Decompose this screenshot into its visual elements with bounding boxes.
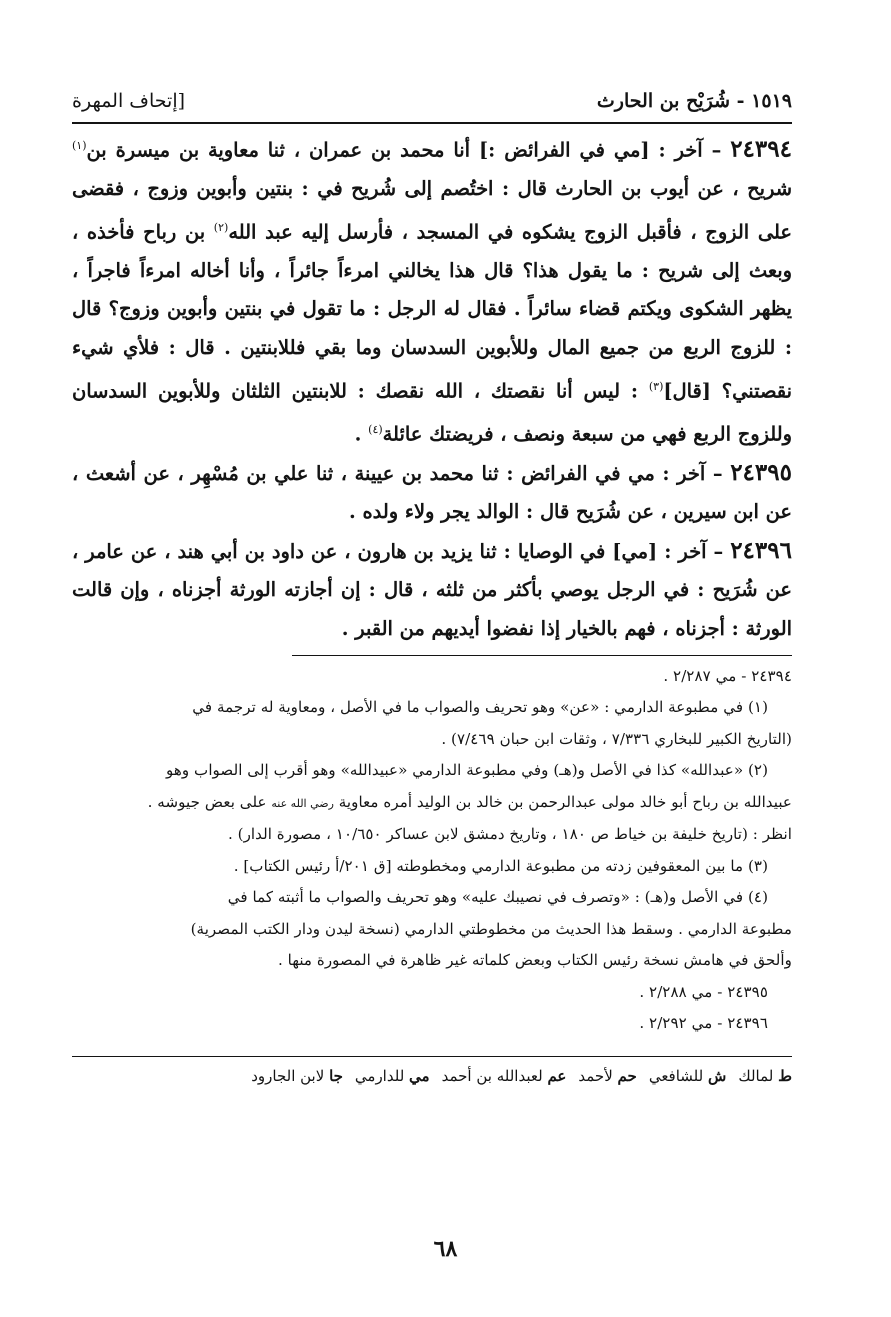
footnote-4-cont: مطبوعة الدارمي . وسقط هذا الحديث من مخطوطتي الدارمي (نسخة ليدن ودار الكتب المصرية) bbox=[190, 919, 792, 938]
page bbox=[72, 78, 792, 1085]
abbreviation-legend bbox=[72, 1067, 792, 1085]
footnote-ref: (٤) bbox=[368, 422, 383, 436]
text-line: فهي من سبعة ونصف ، فريضتك عائلة bbox=[382, 422, 687, 446]
source-note: ٢٤٣٩٥ - مي ٢/٢٨٨ . bbox=[639, 982, 768, 1001]
book-title: [إتحاف المهرة bbox=[72, 90, 186, 112]
footnote-ref: (٢) bbox=[213, 220, 229, 234]
hadith-entry bbox=[72, 454, 792, 532]
hadith-number: ٢٤٣٩٥ bbox=[730, 458, 792, 486]
legend-item: ط لمالك bbox=[738, 1066, 792, 1085]
honorific-symbol: رضي الله عنه bbox=[271, 796, 334, 810]
text-line: – آخر : مي في الفرائض : ثنا محمد بن عيينة ، ثنا علي بن مُسْهِر ، bbox=[177, 461, 723, 485]
text-line: وأبوين وزوج ، فقضى على الزوج ، فأقبل الزوج يشكوه في المسجد ، فأرسل إليه bbox=[72, 177, 792, 244]
footnote-ref: (٣) bbox=[648, 379, 664, 393]
text-line: – آخر : [مي في الفرائض :] أنا محمد بن عمران ، ثنا معاوية بن bbox=[178, 138, 722, 162]
source-note: ٢٤٣٩٤ - مي ٢/٢٨٧ . bbox=[663, 666, 792, 685]
text-line: هند ، عن عامر ، عن شُرَيح : في الرجل يوصي بأكثر من ثلثه ، قال : إن أجازته bbox=[72, 539, 792, 602]
legend-item: جا لابن الجارود bbox=[251, 1066, 343, 1085]
text-line: عن أشعث ، عن ابن سيرين ، عن شُرَيح قال : الوالد يجر ولاء ولده . bbox=[72, 461, 792, 524]
footnote-4-cont: وألحق في هامش نسخة رئيس الكتاب وبعض كلماته غير ظاهرة في المصورة منها . bbox=[278, 951, 792, 970]
footnotes bbox=[72, 661, 792, 1040]
text-line: على بعض جيوشه . bbox=[147, 792, 272, 811]
chapter-title: ١٥١٩ - شُرَيْح بن الحارث bbox=[596, 90, 792, 112]
hadith-number: ٢٤٣٩٦ bbox=[730, 536, 792, 564]
text-line: ليس أنا نقصتك ، الله نقصك : للابنتين الثلثان وللأبوين السدسان وللزوج الربع bbox=[72, 378, 792, 446]
text-line: بن رباح فأخذه ، وبعث إلى شريح : ما يقول هذا؟ قال هذا يخالني bbox=[72, 220, 792, 282]
footnote-ref: (١) bbox=[72, 139, 87, 152]
footnote-3: (٣) ما بين المعقوفين زدته من مطبوعة الدارمي ومخطوطته [ق ٢٠١/أ رئيس الكتاب] . bbox=[233, 856, 768, 875]
footnote-1: (١) في مطبوعة الدارمي : «عن» وهو تحريف والصواب ما في الأصل ، ومعاوية له ترجمة في bbox=[192, 698, 768, 717]
footnote-2: (٢) «عبدالله» كذا في الأصل و(هـ) وفي مطبوعة الدارمي «عبيدالله» وهو أقرب إلى الصواب وهو bbox=[166, 761, 768, 780]
footnote-2-cont bbox=[72, 787, 792, 820]
header-rule bbox=[72, 122, 792, 124]
footnote-2-ref: انظر : (تاريخ خليفة بن خياط ص ١٨٠ ، وتاريخ دمشق لابن عساكر ١٠/٦٥٠ ، مصورة الدار) . bbox=[228, 825, 792, 844]
hadith-number: ٢٤٣٩٤ bbox=[730, 135, 792, 163]
text-line: – آخر : [مي] في الوصايا : ثنا يزيد بن هارون ، عن داود بن أبي bbox=[210, 539, 724, 563]
text-line: الرجل : ما تقول في بنتين وأبوين وزوج؟ قال : للزوج الربع من جميع المال bbox=[72, 297, 792, 359]
text-line: عبيدالله بن رباح أبو خالد مولى عبدالرحمن بن خالد بن الوليد أمره معاوية bbox=[338, 792, 792, 811]
hadith-entry bbox=[72, 127, 792, 454]
footnote-rule bbox=[292, 655, 792, 656]
page-number: ٦٨ bbox=[433, 1236, 458, 1262]
text-line: : bbox=[630, 378, 649, 402]
source-note: ٢٤٣٩٦ - مي ٢/٢٩٢ . bbox=[639, 1014, 768, 1033]
text-line: وللأبوين السدسان وما بقي فللابنتين . قال : فلأي شيء نقصتني؟ [قال] bbox=[72, 335, 792, 402]
legend-item: مي للدارمي bbox=[354, 1066, 430, 1085]
hadith-entry bbox=[72, 532, 792, 649]
text-line: . bbox=[354, 422, 369, 446]
legend-item: ش للشافعي bbox=[648, 1066, 727, 1085]
text-line: شريح ، عن أيوب بن الحارث قال : اختُصم إلى شُريح في : بنتين bbox=[255, 177, 792, 201]
legend-item: عم لعبدالله بن أحمد bbox=[441, 1066, 567, 1085]
main-text bbox=[72, 127, 792, 649]
legend-item: حم لأحمد bbox=[578, 1066, 637, 1085]
legend-rule bbox=[72, 1056, 792, 1057]
running-header bbox=[72, 78, 792, 112]
text-line: عبد الله bbox=[228, 220, 293, 244]
text-line: الورثة أجزناه ، وإن قالت الورثة : أجزناه ، فهم بالخيار إذا نفضوا أيديهم من القبر . bbox=[72, 578, 792, 640]
text-line: ميسرة بن bbox=[86, 138, 170, 162]
footnote-1-cont: (التاريخ الكبير للبخاري ٧/٣٣٦ ، وثقات ابن حبان ٧/٤٦٩) . bbox=[441, 729, 792, 748]
footnote-4: (٤) في الأصل و(هـ) : «وتصرف في نصيبك عليه» وهو تحريف والصواب ما أثبته كما في bbox=[227, 888, 768, 907]
text-line: امرءاً جائراً ، وأنا أخاله امرءاً فاجراً ، يظهر الشكوى ويكتم قضاء سائراً . فقال له bbox=[72, 258, 792, 321]
